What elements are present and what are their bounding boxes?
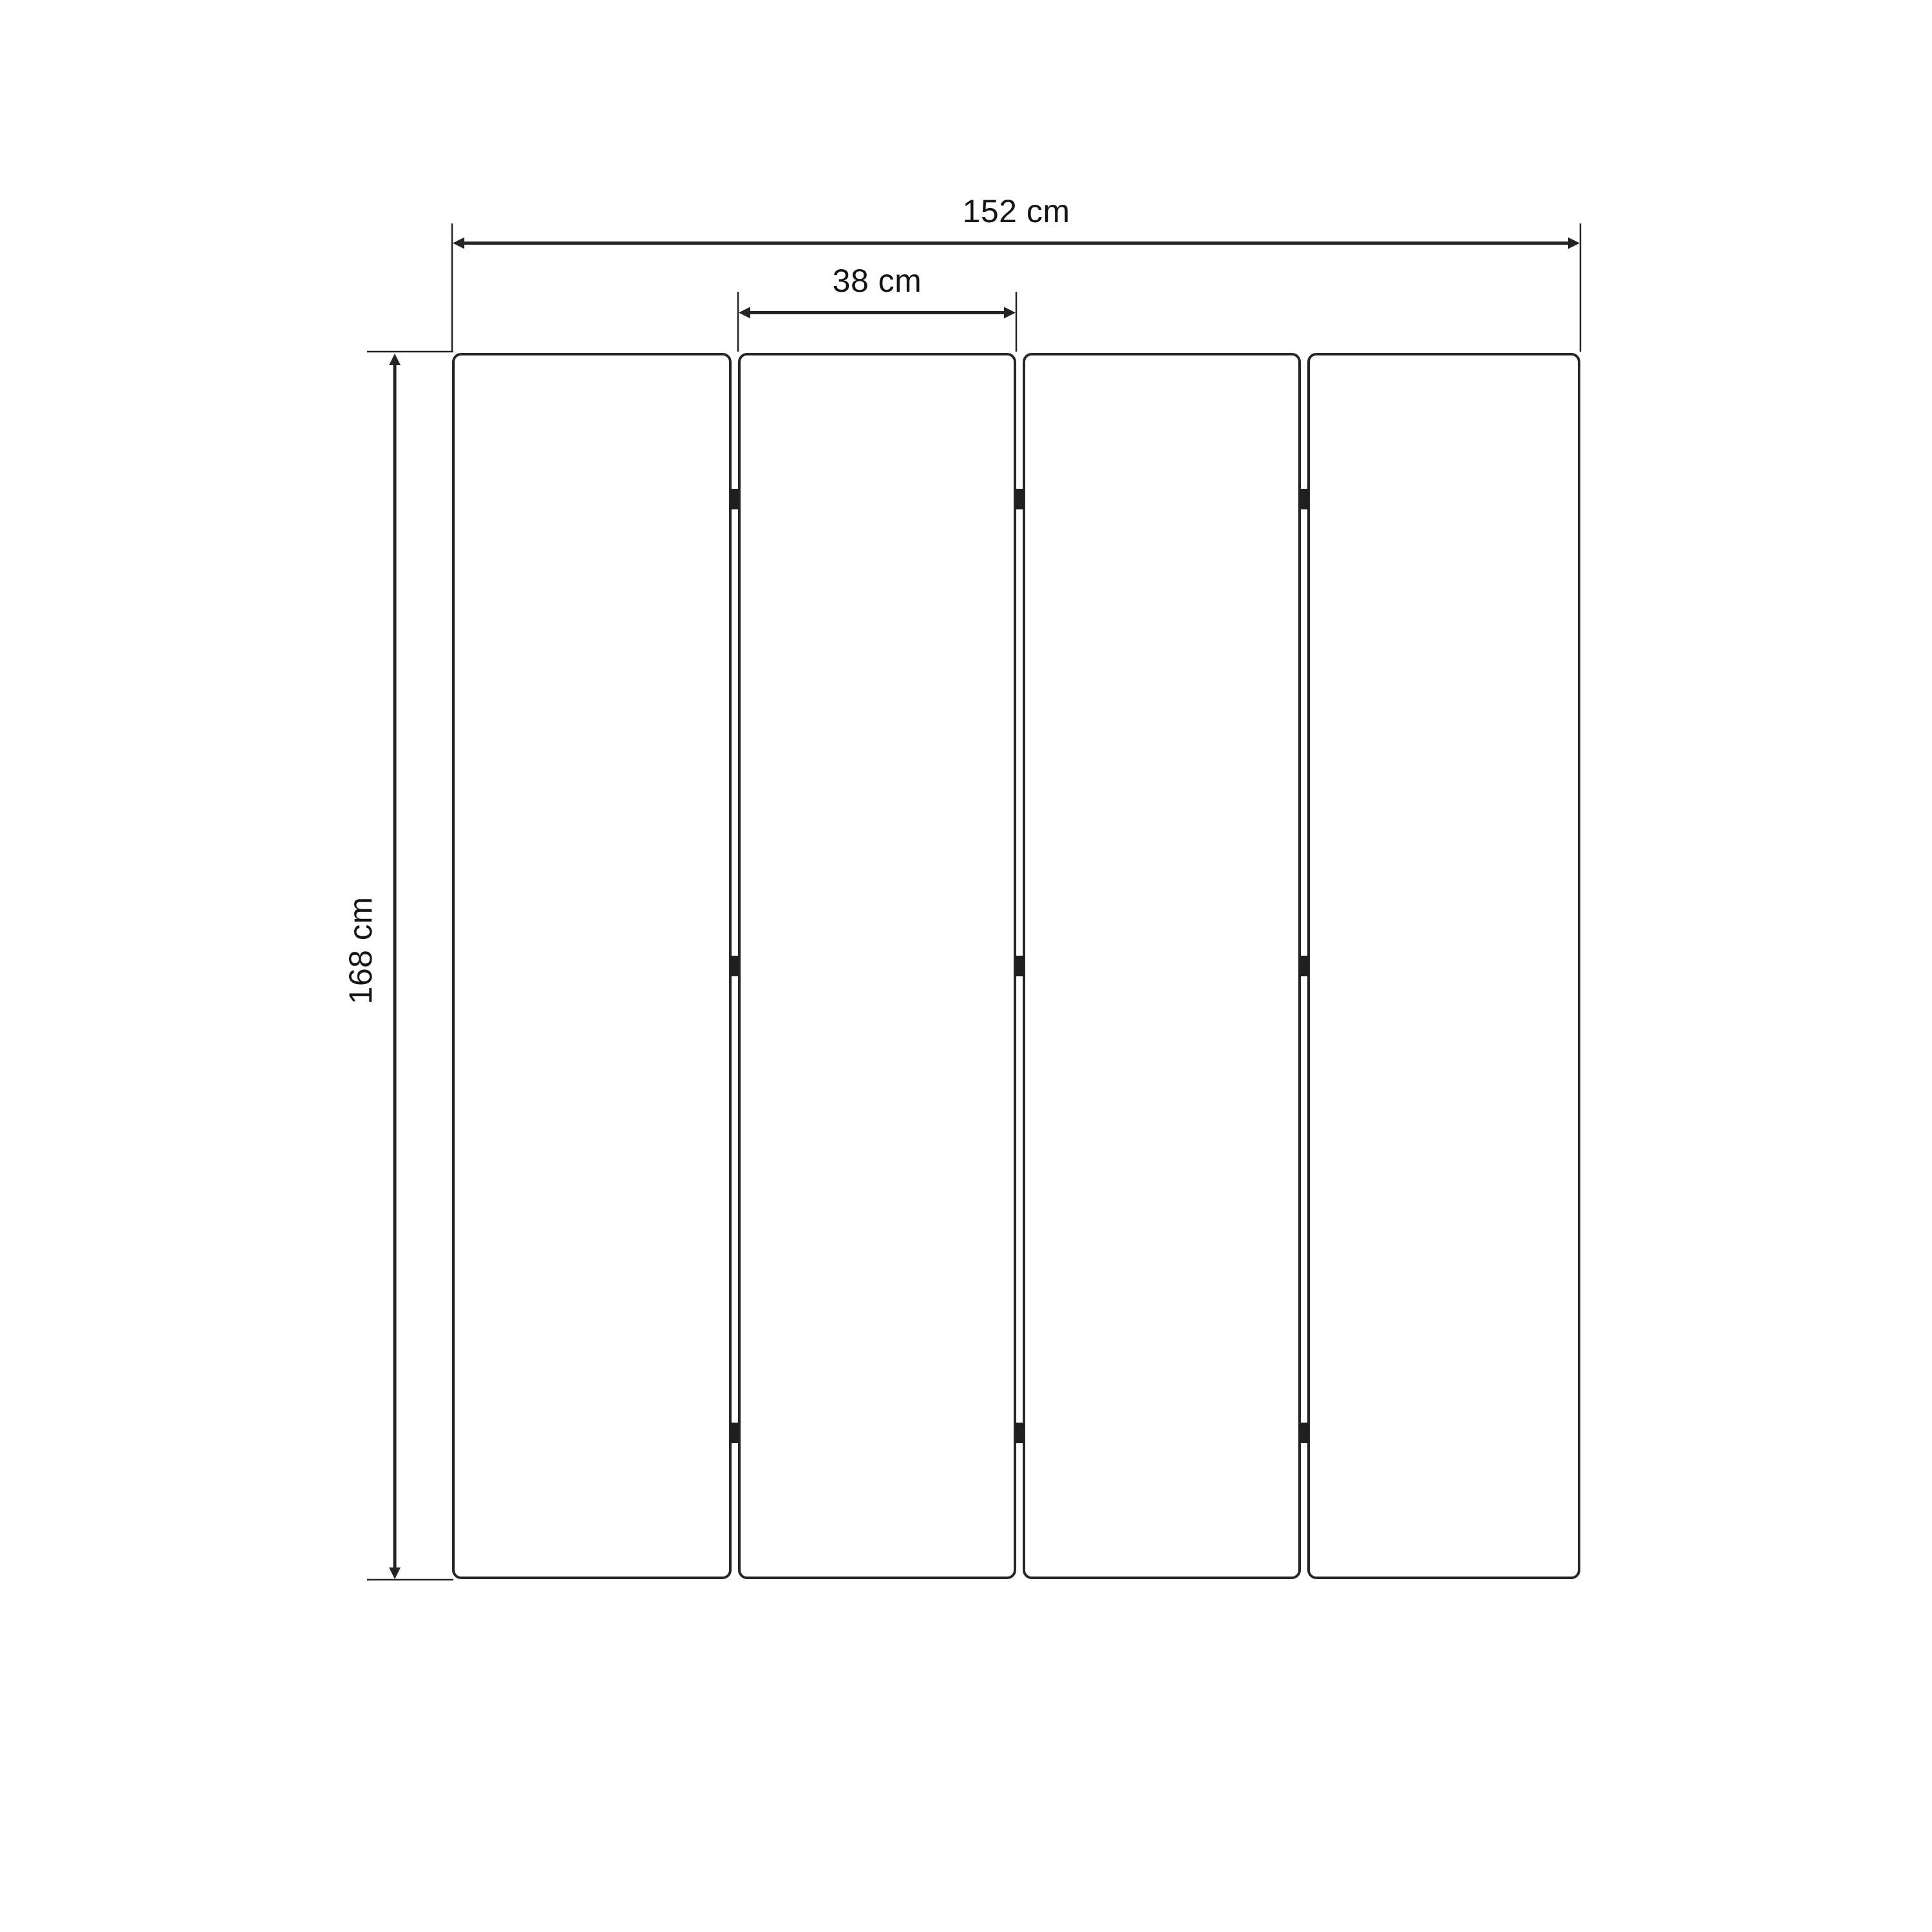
panel-2	[738, 353, 1016, 1579]
hinge	[1015, 489, 1024, 509]
total-width-label: 152 cm	[962, 193, 1070, 229]
hinge	[730, 489, 739, 509]
panel-1	[452, 353, 732, 1579]
hinge	[730, 956, 739, 976]
hinge	[1300, 1423, 1309, 1443]
panel-3	[1023, 353, 1301, 1579]
arrowhead-right-icon	[1568, 238, 1580, 249]
arrowhead-left-icon	[739, 307, 750, 319]
hinge	[730, 1423, 739, 1443]
total-width-dimension	[452, 223, 1580, 352]
arrowhead-right-icon	[1004, 307, 1016, 319]
height-label: 168 cm	[343, 896, 379, 1005]
panel-4	[1307, 353, 1580, 1579]
arrowhead-up-icon	[389, 354, 401, 365]
arrowhead-down-icon	[389, 1567, 401, 1579]
panel-width-dimension	[738, 292, 1016, 352]
hinge	[1300, 489, 1309, 509]
arrowhead-left-icon	[453, 238, 464, 249]
panel-width-label: 38 cm	[832, 263, 922, 299]
hinge	[1015, 956, 1024, 976]
hinge	[1300, 956, 1309, 976]
hinge	[1015, 1423, 1024, 1443]
height-dimension	[367, 352, 453, 1580]
